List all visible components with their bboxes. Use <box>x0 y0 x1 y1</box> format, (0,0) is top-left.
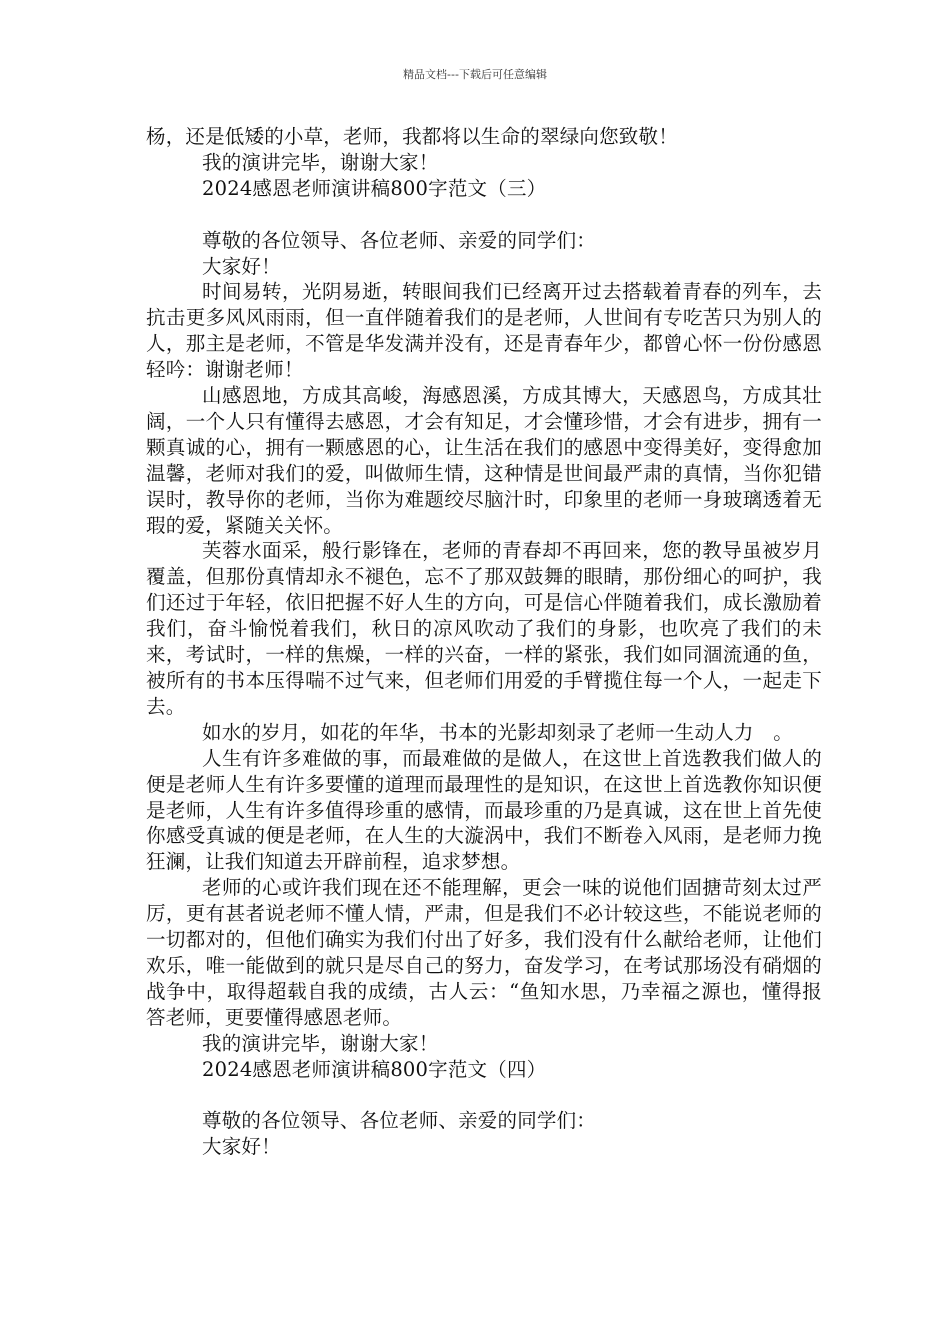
document-body <box>146 124 822 1160</box>
salutation: 尊敬的各位领导、各位老师、亲爱的同学们： <box>202 1109 597 1133</box>
greeting: 大家好！ <box>202 1135 281 1159</box>
paragraph: 老师的心或许我们现在还不能理解，更会一味的说他们固搪苛刻太过严厉，更有甚者说老师不懂人情，严肃，但是我们不必计较这些，不能说老师的一切都对的，但他们确实为我们付出了好多，我们没有什么献给老师，让他们欢乐，唯一能做到的就只是尽自己的努力，奋发学习，在考试那场没有硝烟的战争中，取得超载自我的成绩，古人云：“鱼知水思，乃幸福之源也，懂得报答老师，更要懂得感恩老师。 <box>146 876 822 1029</box>
paragraph: 山感恩地，方成其高峻，海感恩溪，方成其博大，天感恩鸟，方成其壮阔，一个人只有懂得去感恩，才会有知足，才会懂珍惜，才会有进步，拥有一颗真诚的心，拥有一颗感恩的心，让生活在我们的感恩中变得美好，变得愈加温馨，老师对我们的爱，叫做师生情，这种情是世间最严肃的真情，当你犯错误时，教导你的老师，当你为难题绞尽脑汁时，印象里的老师一身玻璃透着无瑕的爱，紧随关关怀。 <box>146 384 822 537</box>
blank-line <box>146 202 822 228</box>
paragraph: 人生有许多难做的事，而最难做的是做人，在这世上首选教我们做人的便是老师人生有许多要懂的道理而最理性的是知识，在这世上首选教你知识便是老师，人生有许多值得珍重的感情，而最珍重的乃是真诚，这在世上首先使你感受真诚的便是老师，在人生的大漩涡中，我们不断卷入风雨，是老师力挽狂澜，让我们知道去开辟前程，追求梦想。 <box>146 746 822 874</box>
greeting: 大家好！ <box>202 254 281 278</box>
paragraph: 如水的岁月，如花的年华，书本的光影却刻录了老师一生动人力 。 <box>202 720 794 744</box>
blank-line <box>146 1083 822 1109</box>
paragraph: 杨，还是低矮的小草，老师，我都将以生命的翠绿向您致敬！ <box>146 125 678 148</box>
section-title: 2024感恩老师演讲稿800字范文（三） <box>202 176 547 200</box>
closing-line: 我的演讲完毕，谢谢大家！ <box>202 150 439 174</box>
paragraph: 芙蓉水面采，般行影锋在，老师的青春却不再回来，您的教导虽被岁月覆盖，但那份真情却永不褪色，忘不了那双鼓舞的眼睛，那份细心的呵护，我们还过于年轻，依旧把握不好人生的方向，可是信心伴随着我们，成长激励着我们，奋斗愉悦着我们，秋日的凉风吹动了我们的身影，也吹亮了我们的未来，考试时，一样的焦燥，一样的兴奋，一样的紧张，我们如同涸流通的鱼，被所有的书本压得喘不过气来，但老师们用爱的手臂揽住每一个人，一起走下去。 <box>146 539 822 718</box>
closing-line: 我的演讲完毕，谢谢大家！ <box>202 1031 439 1055</box>
section-title: 2024感恩老师演讲稿800字范文（四） <box>202 1057 547 1081</box>
page-header: 精品文档---下载后可任意编辑 <box>403 68 547 81</box>
paragraph: 时间易转，光阴易逝，转眼间我们已经离开过去搭载着青春的列车，去抗击更多风风雨雨，但一直伴随着我们的是老师，人世间有专吃苦只为别人的人，那主是老师，不管是华发满并没有，还是青春年少，都曾心怀一份份感恩轻吟：谢谢老师！ <box>146 280 822 382</box>
salutation: 尊敬的各位领导、各位老师、亲爱的同学们： <box>202 228 597 252</box>
